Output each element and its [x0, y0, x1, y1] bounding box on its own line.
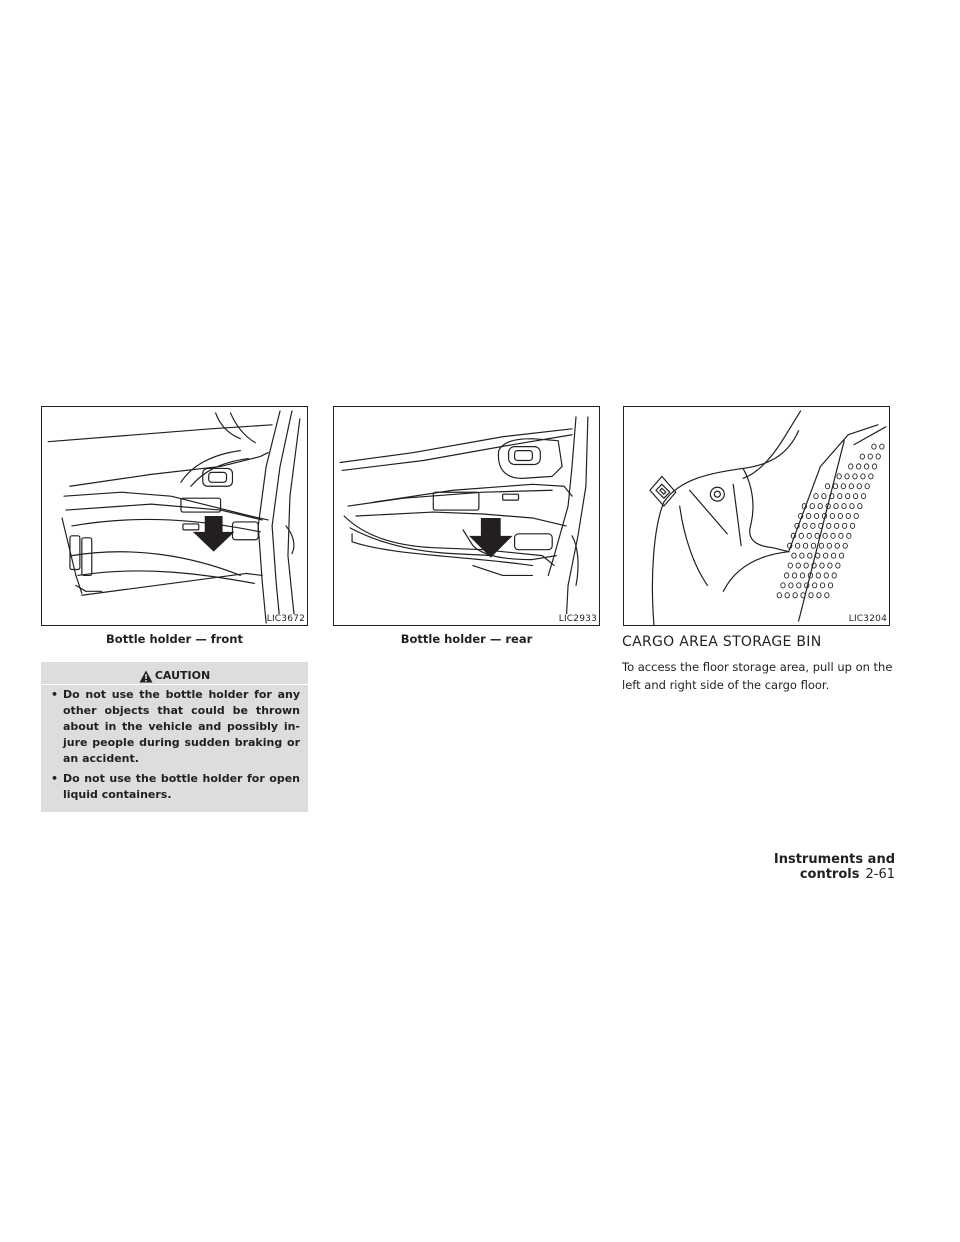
figure-caption-rear: Bottle holder — rear — [400, 632, 533, 646]
floor-dot — [841, 484, 845, 489]
floor-dot — [872, 444, 876, 449]
floor-dot — [880, 444, 884, 449]
floor-dot — [824, 573, 828, 578]
floor-dot — [858, 504, 862, 509]
figure-code: LIC3204 — [848, 614, 887, 624]
floor-dot — [793, 593, 797, 598]
floor-dot — [806, 513, 810, 518]
floor-dot — [872, 464, 876, 469]
floor-dot — [836, 563, 840, 568]
floor-dot — [835, 543, 839, 548]
rear-door-illustration — [334, 407, 599, 625]
floor-dot — [854, 513, 858, 518]
floor-dot — [825, 484, 829, 489]
floor-dot — [819, 543, 823, 548]
floor-dot — [814, 494, 818, 499]
floor-dot — [830, 513, 834, 518]
floor-dot — [828, 583, 832, 588]
bullet-icon: • — [51, 772, 59, 785]
floor-dot — [831, 533, 835, 538]
floor-dot — [839, 553, 843, 558]
floor-dot — [811, 523, 815, 528]
floor-dot — [846, 513, 850, 518]
floor-dot — [818, 504, 822, 509]
floor-dot — [843, 543, 847, 548]
floor-dot — [845, 494, 849, 499]
floor-dot — [810, 504, 814, 509]
caution-body — [41, 685, 308, 812]
floor-dot — [792, 573, 796, 578]
floor-dot — [833, 484, 837, 489]
floor-dot — [820, 583, 824, 588]
floor-dot — [837, 474, 841, 479]
page-number: 2-61 — [865, 867, 895, 882]
floor-dot — [845, 474, 849, 479]
floor-dot — [799, 533, 803, 538]
floor-dot — [831, 553, 835, 558]
floor-dot — [816, 573, 820, 578]
warning-triangle-icon — [139, 670, 153, 683]
floor-dot — [868, 454, 872, 459]
floor-dot — [814, 513, 818, 518]
floor-dot — [861, 474, 865, 479]
floor-dot — [850, 523, 854, 528]
floor-dot — [861, 494, 865, 499]
floor-dot — [834, 504, 838, 509]
floor-dot — [857, 484, 861, 489]
floor-dot — [827, 523, 831, 528]
floor-dot — [823, 533, 827, 538]
floor-dot — [815, 533, 819, 538]
floor-dot — [853, 474, 857, 479]
figure-bottle-holder-rear — [333, 406, 600, 626]
floor-dot — [796, 563, 800, 568]
figure-code: LIC3672 — [266, 614, 305, 624]
floor-dot — [809, 593, 813, 598]
caution-heading — [41, 666, 308, 686]
floor-dot — [816, 553, 820, 558]
floor-dot — [865, 484, 869, 489]
floor-dot — [792, 553, 796, 558]
floor-dot — [820, 563, 824, 568]
floor-dot — [847, 533, 851, 538]
floor-dot — [800, 573, 804, 578]
floor-dot — [828, 563, 832, 568]
floor-dot — [849, 464, 853, 469]
figure-caption-front: Bottle holder — front — [106, 632, 243, 646]
floor-dot — [784, 573, 788, 578]
floor-dot — [777, 593, 781, 598]
floor-dot — [807, 533, 811, 538]
floor-dot — [823, 553, 827, 558]
floor-dot — [856, 464, 860, 469]
floor-dot — [876, 454, 880, 459]
floor-dot — [839, 533, 843, 538]
figure-cargo-area — [623, 406, 890, 626]
floor-dot — [817, 593, 821, 598]
floor-dot — [822, 494, 826, 499]
floor-dot — [781, 583, 785, 588]
cargo-area-illustration — [624, 407, 889, 625]
floor-dot — [832, 573, 836, 578]
floor-dot — [788, 563, 792, 568]
floor-dot — [849, 484, 853, 489]
floor-dot — [864, 464, 868, 469]
page-footer — [700, 852, 895, 882]
bullet-icon: • — [51, 688, 59, 701]
floor-dot — [850, 504, 854, 509]
caution-item: • Do not use the bottle holder for open liquid containers. — [51, 772, 300, 801]
figure-code: LIC2933 — [558, 614, 597, 624]
floor-dot — [795, 543, 799, 548]
floor-dot — [803, 523, 807, 528]
floor-dot — [789, 583, 793, 588]
floor-dot — [869, 474, 873, 479]
floor-dot — [797, 583, 801, 588]
caution-item: • Do not use the bottle holder for any other objects that could be thrown about in the vehicle and possibly in-jure people during sudden braking or an accident. — [51, 688, 300, 765]
floor-dot — [838, 494, 842, 499]
floor-dot — [803, 543, 807, 548]
floor-dot — [842, 504, 846, 509]
floor-dot — [838, 513, 842, 518]
floor-dot — [827, 543, 831, 548]
floor-dot — [842, 523, 846, 528]
floor-dot — [860, 454, 864, 459]
floor-dot — [834, 523, 838, 528]
section-body: To access the floor storage area, pull up on the left and right side of the cargo floor. — [622, 660, 893, 692]
floor-dot — [785, 593, 789, 598]
section-title: CARGO AREA STORAGE BIN — [622, 634, 822, 650]
front-door-illustration — [42, 407, 307, 625]
floor-dot — [812, 583, 816, 588]
caution-label: CAUTION — [154, 669, 211, 682]
figure-bottle-holder-front — [41, 406, 308, 626]
floor-dot — [804, 563, 808, 568]
cargo-floor-texture — [777, 444, 884, 598]
floor-dot — [800, 553, 804, 558]
floor-dot — [811, 543, 815, 548]
floor-dot — [808, 553, 812, 558]
footer-section-title: Instruments and controls — [773, 852, 895, 882]
floor-dot — [825, 593, 829, 598]
floor-dot — [853, 494, 857, 499]
down-arrow-icon — [193, 516, 235, 552]
